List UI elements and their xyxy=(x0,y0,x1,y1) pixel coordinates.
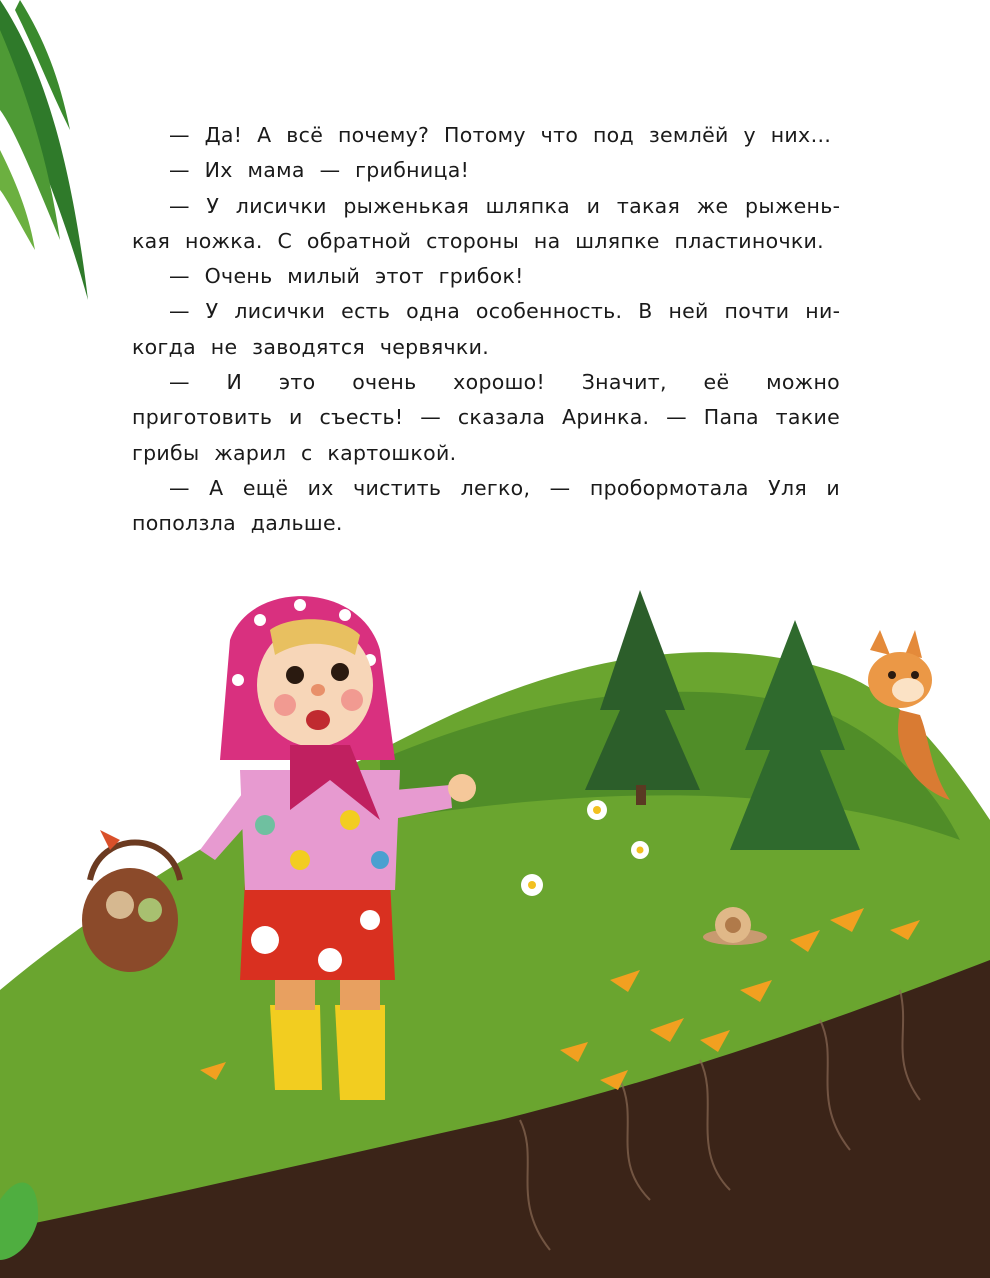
story-paragraph: — У лисички рыженькая шляпка и такая же рыженькая ножка. С обратной стороны на шляпке пластиночки. xyxy=(132,193,840,253)
forest-illustration xyxy=(0,560,990,1278)
story-paragraph: — Да! А всё почему? Потому что под землёй у них… xyxy=(169,123,832,147)
story-paragraph: — У лисички есть одна особенность. В ней почти никогда не заводятся червячки. xyxy=(132,299,840,359)
story-paragraph: — Их мама — грибница! xyxy=(169,158,470,183)
story-paragraph: — И это очень хорошо! Значит, её можно приготовить и съесть! — сказала Аринка. — Папа такие грибы жарил с картошкой. xyxy=(132,370,840,465)
story-paragraph: — А ещё их чистить легко, — пробормотала Уля и поползла дальше. xyxy=(132,475,840,536)
basket xyxy=(82,830,180,972)
story-text xyxy=(132,118,840,542)
grass-leaves-decoration xyxy=(0,0,110,320)
story-paragraph: — Очень милый этот грибок! xyxy=(169,264,524,289)
